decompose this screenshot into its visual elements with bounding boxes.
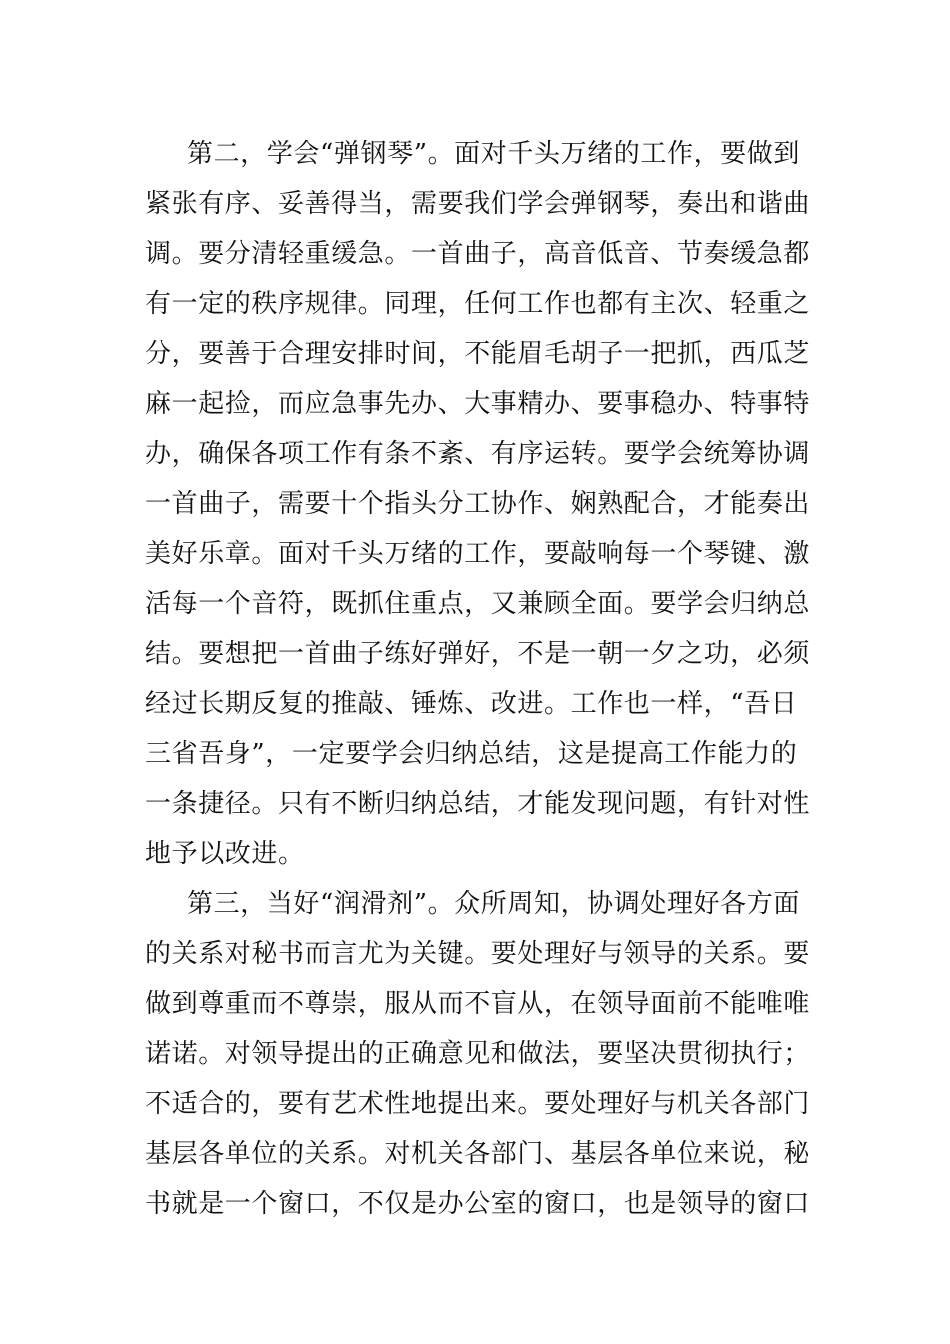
paragraph-line: 美好乐章。面对千头万绪的工作，要敲响每一个琴键、激 <box>145 539 811 569</box>
paragraph-line: 第三，当好“润滑剂”。众所周知，协调处理好各方面 <box>187 889 800 919</box>
body-text <box>145 129 815 1229</box>
paragraph-line: 一首曲子，需要十个指头分工协作、娴熟配合，才能奏出 <box>145 489 811 519</box>
paragraph-line: 紧张有序、妥善得当，需要我们学会弹钢琴，奏出和谐曲 <box>145 189 811 219</box>
paragraph-line: 的关系对秘书而言尤为关键。要处理好与领导的关系。要 <box>145 939 811 969</box>
paragraph-line: 做到尊重而不尊崇，服从而不盲从，在领导面前不能唯唯 <box>145 989 811 1019</box>
paragraph-line: 地予以改进。 <box>145 839 305 869</box>
paragraph-line: 书就是一个窗口，不仅是办公室的窗口，也是领导的窗口 <box>145 1189 811 1219</box>
paragraph-line: 活每一个音符，既抓住重点，又兼顾全面。要学会归纳总 <box>145 589 811 619</box>
paragraph-line: 调。要分清轻重缓急。一首曲子，高音低音、节奏缓急都 <box>145 239 811 269</box>
paragraph-line: 分，要善于合理安排时间，不能眉毛胡子一把抓，西瓜芝 <box>145 339 811 369</box>
paragraph-line: 一条捷径。只有不断归纳总结，才能发现问题，有针对性 <box>145 789 811 819</box>
paragraph-line: 麻一起捡，而应急事先办、大事精办、要事稳办、特事特 <box>145 389 811 419</box>
paragraph-line: 第二，学会“弹钢琴”。面对千头万绪的工作，要做到 <box>187 139 800 169</box>
paragraph-line: 诺诺。对领导提出的正确意见和做法，要坚决贯彻执行； <box>145 1039 811 1069</box>
paragraph-line: 结。要想把一首曲子练好弹好，不是一朝一夕之功，必须 <box>145 639 811 669</box>
paragraph-line: 有一定的秩序规律。同理，任何工作也都有主次、轻重之 <box>145 289 811 319</box>
paragraph-line: 办，确保各项工作有条不紊、有序运转。要学会统筹协调 <box>145 439 811 469</box>
paragraph-line: 不适合的，要有艺术性地提出来。要处理好与机关各部门 <box>145 1089 811 1119</box>
paragraph-line: 三省吾身”，一定要学会归纳总结，这是提高工作能力的 <box>145 739 798 769</box>
paragraph-line: 经过长期反复的推敲、锤炼、改进。工作也一样，“吾日 <box>145 689 798 719</box>
paragraph-line: 基层各单位的关系。对机关各部门、基层各单位来说，秘 <box>145 1139 811 1169</box>
